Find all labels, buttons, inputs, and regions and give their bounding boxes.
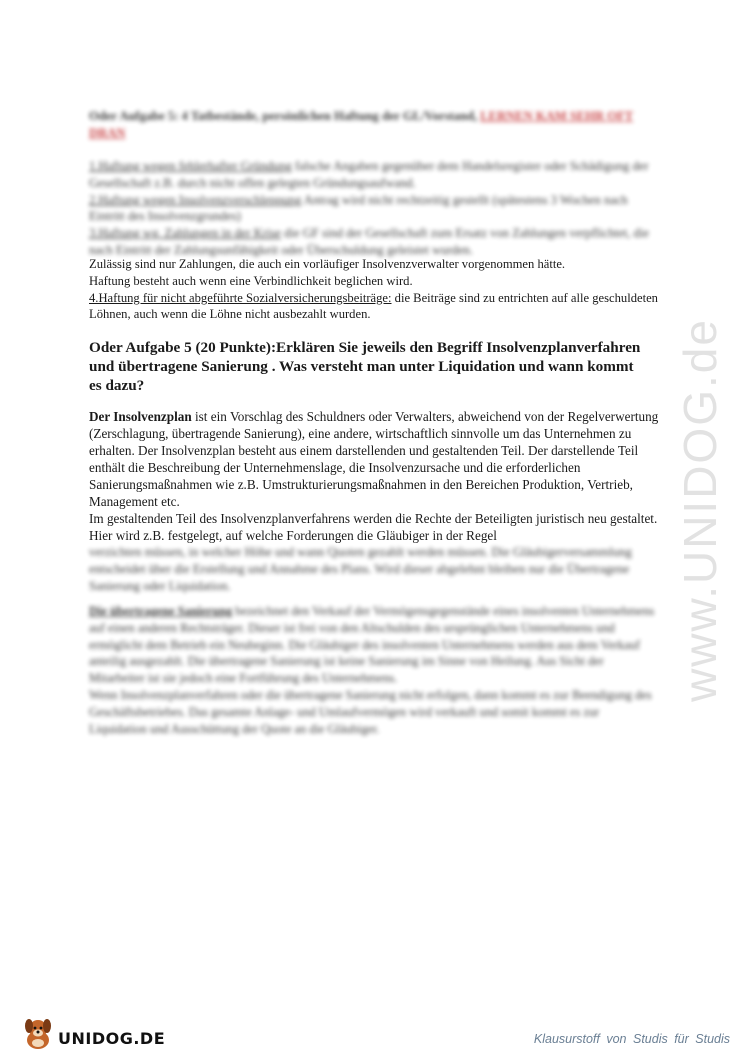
liability-item-1: 1.Haftung wegen fehlerhafter Gründung falsche Angaben gegenüber dem Handelsregister oder Schädigung der Gesellschaft z.B. durch nicht offen gelegten Gründungsaufwand. <box>89 159 649 190</box>
liquidation-paragraph: Wenn Insolvenzplanverfahren oder die übertragene Sanierung nicht erfolgen, dann kommt es zur Beendigung des Geschäftsbetriebes. Das gesamte Anlage- und Umlaufvermögen wird verkauft und somit kommt es zur Liquidation und Ausschüttung der Quote an die Gläubiger. <box>89 687 652 736</box>
transfer-restructuring-paragraph: Die übertragene Sanierung bezeichnet den Verkauf der Vermögensgegenstände eines insolventen Unternehmens auf einen anderen Rechtsträger. Dieser ist frei von den Altschulden des ursprünglichen Unternehmens und ermöglicht dem Betrieb ein Neubeginn. Die Gläubiger des insolventen Unternehmens werden aus dem Verkauf anteilig ausgezahlt. Die übertragene Sanierung ist keine Sanierung im Sinne von Heilung. Aus Sicht der Mitarbeiter ist sie jedoch eine Fortführung des Unternehmens. Wenn Insolvenzplanverfahren oder die übertragene Sanierung nicht erfolgen, dann kommt es zur Beendigung des Geschäftsbetriebes. Das gesamte Anlage- und Umlaufvermögen wird verkauft und somit kommt es zur Liquidation und Ausschüttung der Quote an die Gläubiger. <box>89 603 659 737</box>
liability-item-3: 3.Haftung wg. Zahlungen in der Krise die GF sind der Gesellschaft zum Ersatz von Zahlungen verpflichtet, die nach Eintritt der Zahlungsunfähigkeit oder Überschuldung geleistet wurden. <box>89 226 649 257</box>
question-heading: Oder Aufgabe 5 (20 Punkte):Erklären Sie jeweils den Begriff Insolvenzplanverfahren und übertragene Sanierung . Was versteht man unter Liquidation und wann kommt es dazu? <box>89 339 641 395</box>
logo-text: UNIDOG.DE <box>58 1028 166 1048</box>
heading-text: Oder Aufgabe 5: 4 Tatbestände, persönlichen Haftung der GL/Vorstand <box>89 109 474 123</box>
insolvency-plan-term: Der Insolvenzplan <box>89 409 192 424</box>
liability-item-3-continuation: Zulässig sind nur Zahlungen, die auch ein vorläufiger Insolvenzverwalter vorgenommen hätte. <box>89 257 566 271</box>
dog-icon <box>20 1016 56 1052</box>
liability-item-4: 4.Haftung für nicht abgeführte Sozialversicherungsbeiträge: die Beiträge sind zu entrichten auf alle geschuldeten Löhnen, auch wenn die Löhne nicht ausbezahlt wurden. <box>89 290 658 322</box>
section-heading-liability: Oder Aufgabe 5: 4 Tatbestände, persönlichen Haftung der GL/Vorstand, LERNEN KAM SEHR OFT DRAN <box>89 109 634 140</box>
liability-item-3-note: Haftung besteht auch wenn eine Verbindlichkeit beglichen wird. <box>89 273 413 288</box>
liability-list-blurred <box>89 158 659 259</box>
watermark-text: www.UNIDOG.de <box>674 318 727 702</box>
insolvency-plan-paragraph-2: Im gestaltenden Teil des Insolvenzplanverfahrens werden die Rechte der Beteiligten juristisch neu gestaltet. Hier wird z.B. festgelegt, auf welche Forderungen die Gläubiger in der Regel <box>89 511 658 543</box>
watermark <box>670 280 730 740</box>
insolvency-plan-paragraph: Der Insolvenzplan ist ein Vorschlag des Schuldners oder Verwalters, abweichend von der Regelverwertung (Zerschlagung, übertragende Sanierung), eine andere, wirtschaftlich sinnvolle um das Unternehmen zu erhalten. Der Insolvenzplan besteht aus einem darstellenden und gestaltenden Teil. Der darstellende Teil enthält die Beschreibung der Unternehmenslage, die Insolvenzursache und die erforderlichen Sanierungsmaßnahmen wie z.B. Umstrukturierungsmaßnahmen in den Bereichen Produktion, Vertrieb, Management etc. Im gestaltenden Teil des Insolvenzplanverfahrens werden die Rechte der Beteiligten juristisch neu gestaltet. Hier wird z.B. festgelegt, auf welche Forderungen die Gläubiger in der Regel <box>89 409 659 543</box>
heading-red-note: LERNEN KAM SEHR OFT DRAN <box>89 109 634 140</box>
transfer-restructuring-term: Die übertragene Sanierung <box>89 604 233 618</box>
liability-list-clear <box>89 256 659 323</box>
insolvency-plan-blurred: verzichten müssen, in welcher Höhe und wann Quoten gezahlt werden müssen. Die Gläubigerversammlung entscheidet über die Erstellung und Annahme des Plans. Wird dieser abgelehnt bleiben nur die Übertragene Sanierung oder Liquidation. <box>89 545 632 593</box>
liability-item-2: 2.Haftung wegen Insolvenzverschleppung Antrag wird nicht rechtzeitig gestellt (spätestens 3 Wochen nach Eintritt des Insolvenzgrundes) <box>89 192 628 224</box>
unidog-logo <box>20 1016 165 1052</box>
footer-tagline: Klausurstoff von Studis für Studis <box>533 1032 730 1046</box>
